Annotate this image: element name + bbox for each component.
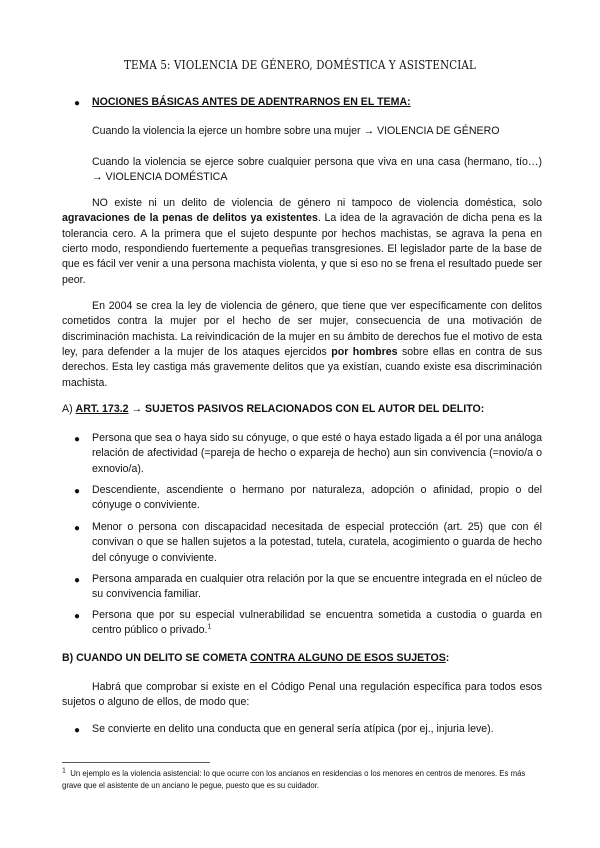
- list-item: Descendiente, ascendiente o hermano por naturaleza, adopción o afinidad, propio o del cónyuge o conviviente.: [92, 484, 542, 512]
- footnote-mark: 1: [62, 767, 66, 775]
- article-reference: ART. 173.2: [75, 403, 129, 415]
- paragraph-codigo-penal: Habrá que comprobar si existe en el Código Penal una regulación específica para todos esos sujetos o alguno de ellos, de modo que:: [62, 681, 542, 709]
- paragraph-ley-2004: [62, 299, 542, 391]
- section-title: → SUJETOS PASIVOS RELACIONADOS CON EL AUTOR DEL DELITO:: [128, 403, 485, 415]
- definition-violencia-domestica: Cuando la violencia se ejerce sobre cualquier persona que viva en una casa (hermano, tío…) → VIOLENCIA DOMÉSTICA: [92, 156, 542, 184]
- bullet-icon: ●: [74, 575, 81, 586]
- bullet-icon: ●: [74, 486, 81, 497]
- paragraph-bold-text: por hombres: [331, 346, 398, 359]
- paragraph-text: NO existe ni un delito de violencia de género ni tampoco de violencia doméstica, solo: [92, 197, 542, 209]
- paragraph-agravaciones: [62, 196, 542, 288]
- paragraph-bold-text: agravaciones de la penas de delitos ya existentes: [62, 212, 318, 225]
- section-underlined-text: CONTRA ALGUNO DE ESOS SUJETOS: [250, 652, 446, 664]
- list-item-text: Persona que por su especial vulnerabilidad se encuentra sometida a custodia o guarda en centro público o privado.: [92, 609, 542, 637]
- list-item: Se convierte en delito una conducta que en general sería atípica (por ej., injuria leve).: [92, 723, 494, 735]
- paragraph-text: sobre ellas en contra de sus derechos. Esta ley castiga más gravemente delitos que ya existían, cuando existe esa discriminación machista.: [62, 346, 543, 389]
- list-item: Menor o persona con discapacidad necesitada de especial protección (art. 25) que con él convivan o que se hallen sujetos a la potestad, tutela, curatela, acogimiento o guarda de hecho del cónyuge o conviviente.: [92, 521, 542, 564]
- paragraph-text: En 2004 se crea la ley de violencia de género, que tiene que ver específicamente con delitos cometidos contra la mujer por el hecho de ser mujer, consecuencia de una motivación de discriminación machista. La reivindicación de la mujer en su ámbito de derechos fue el motivo de esta ley, para defender a la mujer de los ataques ejercidos: [62, 300, 542, 359]
- section-suffix: :: [445, 652, 450, 664]
- bullet-icon: ●: [74, 611, 81, 622]
- list-item: [92, 608, 542, 639]
- bullet-icon: ●: [74, 434, 81, 445]
- footnote-divider: [62, 762, 210, 763]
- section-prefix: B) CUANDO UN DELITO SE COMETA: [62, 652, 251, 664]
- paragraph-text: . La idea de la agravación de dicha pena es la tolerancia cero. A la primera que el sujeto despunte por hechos machistas, se agrava la pena en cierto modo, respondiendo fuertemente a pequeñas transgresiones. El legislador parte de la base de que es fácil ver venir a una persona machista violenta, y que si eso no se frena el resultado puede ser peor.: [62, 212, 542, 286]
- footnote-reference[interactable]: 1: [207, 623, 212, 631]
- definition-violencia-genero: Cuando la violencia la ejerce un hombre sobre una mujer → VIOLENCIA DE GÉNERO: [92, 125, 500, 137]
- section-heading-nociones: NOCIONES BÁSICAS ANTES DE ADENTRARNOS EN EL TEMA:: [92, 96, 411, 108]
- footnote: [62, 768, 540, 791]
- bullet-icon: ●: [74, 725, 81, 736]
- page-title: TEMA 5: VIOLENCIA DE GÉNERO, DOMÉSTICA Y ASISTENCIAL: [124, 57, 476, 72]
- section-prefix: A): [62, 403, 76, 415]
- list-item: Persona amparada en cualquier otra relación por la que se encuentre integrada en el núcleo de su convivencia familiar.: [92, 573, 542, 601]
- list-item: Persona que sea o haya sido su cónyuge, o que esté o haya estado ligada a él por una análoga relación de afectividad (=pareja de hecho o expareja de hecho) aun sin convivencia (=novio/a o exnovio/a).: [92, 432, 542, 475]
- bullet-icon: ●: [74, 98, 81, 109]
- section-heading-b: [62, 651, 542, 666]
- footnote-text: Un ejemplo es la violencia asistencial: lo que ocurre con los ancianos en residencias o los menores en centros de menores. Es más grave que el asistente de un anciano le pegue, puesto que es su cuidador.: [62, 769, 526, 790]
- section-heading-a: [62, 402, 542, 417]
- bullet-icon: ●: [74, 523, 81, 534]
